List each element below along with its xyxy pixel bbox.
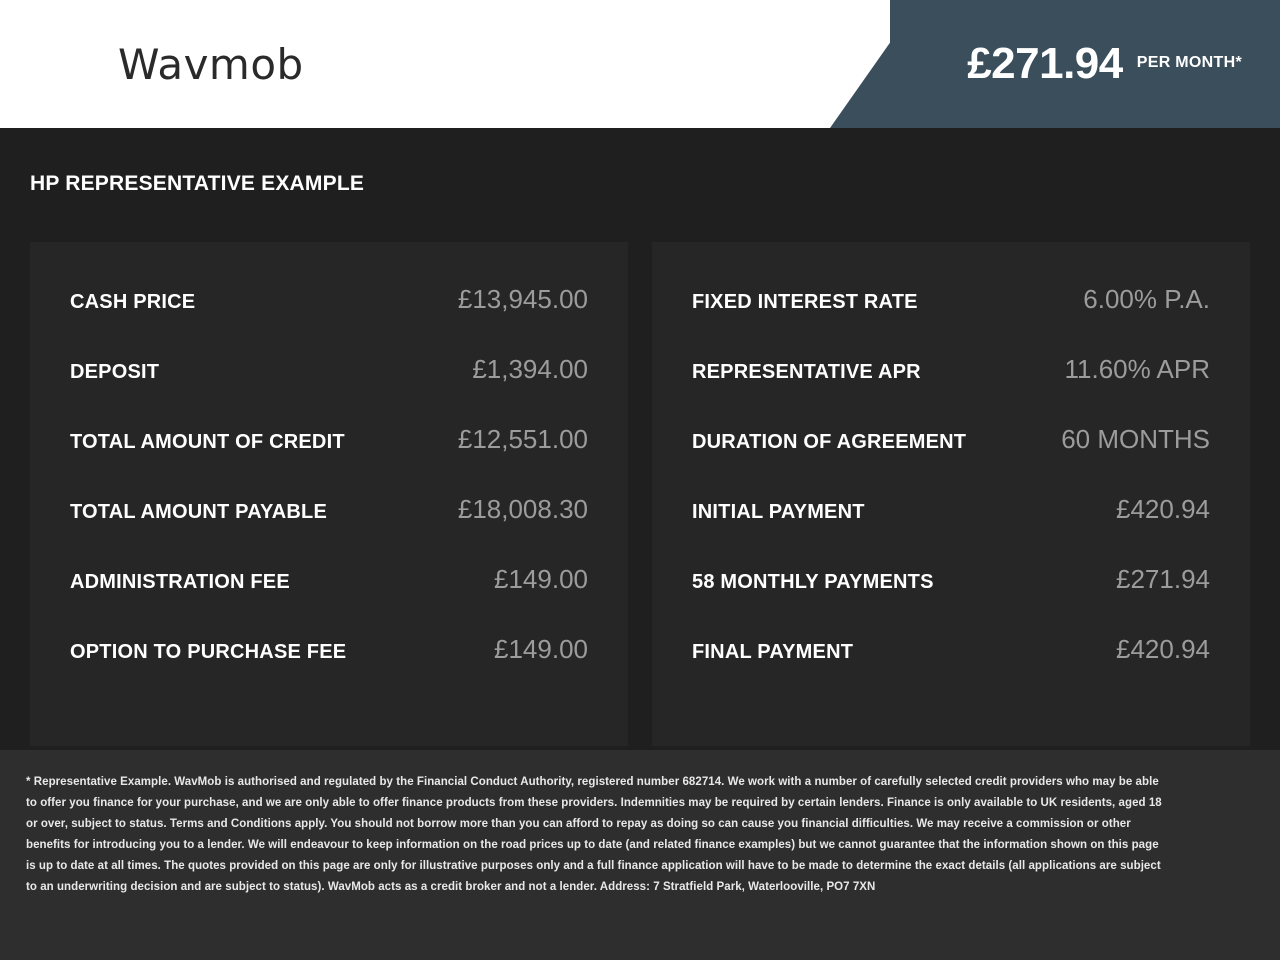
cost-summary-card — [30, 242, 628, 746]
row-value: 11.60% APR — [1064, 354, 1210, 384]
details-cards — [30, 242, 1250, 746]
row-value: £18,008.30 — [457, 494, 588, 524]
page-header — [0, 0, 1280, 128]
row-label: TOTAL AMOUNT OF CREDIT — [70, 431, 345, 453]
table-row — [70, 634, 588, 704]
table-row — [70, 424, 588, 494]
row-label: DURATION OF AGREEMENT — [692, 431, 967, 453]
row-value: £12,551.00 — [457, 424, 588, 454]
page-title: HP REPRESENTATIVE EXAMPLE — [30, 172, 365, 195]
table-row — [692, 424, 1210, 494]
monthly-price-amount: £271.94 — [967, 39, 1123, 88]
table-row — [692, 634, 1210, 704]
row-label: CASH PRICE — [70, 291, 196, 313]
row-value: £149.00 — [494, 634, 588, 664]
monthly-price-suffix: PER MONTH* — [1136, 53, 1242, 71]
table-row — [692, 354, 1210, 424]
row-value: 60 MONTHS — [1061, 424, 1210, 454]
row-value: £420.94 — [1116, 634, 1210, 664]
terms-summary-card — [652, 242, 1250, 746]
table-row — [70, 494, 588, 564]
table-row — [70, 564, 588, 634]
row-label: FIXED INTEREST RATE — [692, 291, 918, 313]
monthly-price-group — [967, 0, 1242, 128]
table-row — [70, 284, 588, 354]
page-footer — [0, 750, 1280, 960]
row-label: INITIAL PAYMENT — [692, 501, 865, 523]
table-row — [70, 354, 588, 424]
row-value: £420.94 — [1116, 494, 1210, 524]
main-content — [0, 128, 1280, 750]
row-label: ADMINISTRATION FEE — [70, 571, 290, 593]
brand-logo: Wavmob — [118, 40, 304, 89]
row-value: £1,394.00 — [472, 354, 588, 384]
row-label: DEPOSIT — [70, 361, 160, 383]
table-row — [692, 494, 1210, 564]
row-value: £149.00 — [494, 564, 588, 594]
row-label: REPRESENTATIVE APR — [692, 361, 921, 383]
table-row — [692, 564, 1210, 634]
row-value: £271.94 — [1116, 564, 1210, 594]
table-row — [692, 284, 1210, 354]
disclaimer-text: * Representative Example. WavMob is authorised and regulated by the Financial Conduct Authority, registered number 682714. We work with a number of carefully selected credit providers who may be able to offer you finance for your purchase, and we are only able to offer finance products from these providers. Indemnities may be required by certain lenders. Finance is only available to UK residents, aged 18 or over, subject to status. Terms and Conditions apply. You should not borrow more than you can afford to repay as doing so can cause you financial difficulties. We may receive a commission or other benefits for introducing you to a lender. We will endeavour to keep information on the road prices up to date (and related finance examples) but we cannot guarantee that the information shown on this page is up to date at all times. The quotes provided on this page are only for illustrative purposes only and a full finance application will have to be made to determine the exact details (all applications are subject to an underwriting decision and are subject to status). WavMob acts as a credit broker and not a lender. Address: 7 Stratfield Park, Waterlooville, PO7 7XN — [26, 776, 1162, 893]
row-value: £13,945.00 — [457, 284, 588, 314]
row-label: OPTION TO PURCHASE FEE — [70, 641, 347, 663]
row-label: TOTAL AMOUNT PAYABLE — [70, 501, 327, 523]
row-label: FINAL PAYMENT — [692, 641, 854, 663]
row-label: 58 MONTHLY PAYMENTS — [692, 571, 934, 593]
row-value: 6.00% P.A. — [1083, 284, 1210, 314]
